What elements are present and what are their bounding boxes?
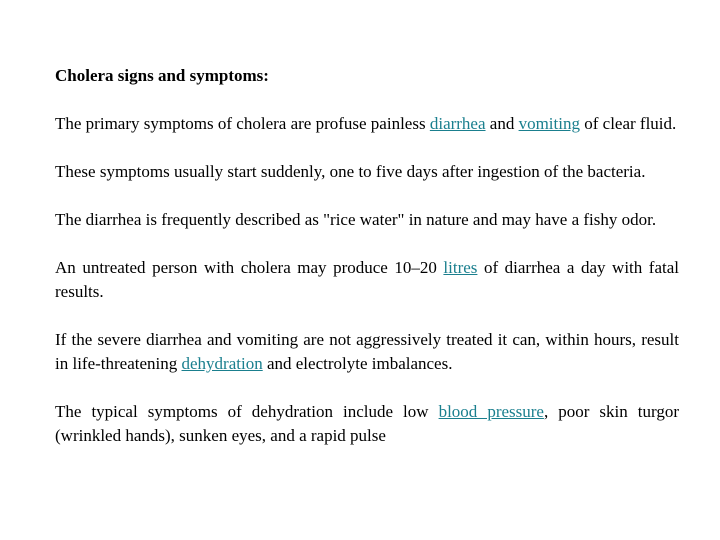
paragraph-text: and [485,114,519,133]
paragraph-text: An untreated person with cholera may produce 10–20 [55,258,444,277]
paragraph-text: These symptoms usually start suddenly, one to five days after ingestion of the bacteria. [55,162,646,181]
document-body [55,64,679,472]
paragraph [55,112,679,136]
paragraph-text: The primary symptoms of cholera are profuse painless [55,114,430,133]
paragraph-text: The typical symptoms of dehydration include low [55,402,439,421]
link-diarrhea[interactable]: diarrhea [429,114,486,133]
paragraph [55,328,679,376]
link-blood-pressure[interactable]: blood pressure [438,402,544,421]
section-heading: Cholera signs and symptoms: [55,66,269,85]
paragraph-text: and electrolyte imbalances. [262,354,453,373]
paragraph-text: If the severe diarrhea and vomiting are not aggressively treated it can, within hours, result in life-threatening [55,330,679,373]
link-litres[interactable]: litres [443,258,478,277]
link-dehydration[interactable]: dehydration [181,354,263,373]
link-vomiting[interactable]: vomiting [518,114,580,133]
paragraph-text: of diarrhea a day with fatal results. [55,258,680,301]
paragraph-list [55,112,679,448]
paragraph-text: The diarrhea is frequently described as "rice water" in nature and may have a fishy odor. [55,210,657,229]
paragraph-text: of clear fluid. [579,114,677,133]
paragraph [55,160,679,184]
paragraph [55,256,679,304]
paragraph [55,208,679,232]
paragraph-text: , poor skin turgor (wrinkled hands), sunken eyes, and a rapid pulse [55,402,679,445]
paragraph [55,400,679,448]
